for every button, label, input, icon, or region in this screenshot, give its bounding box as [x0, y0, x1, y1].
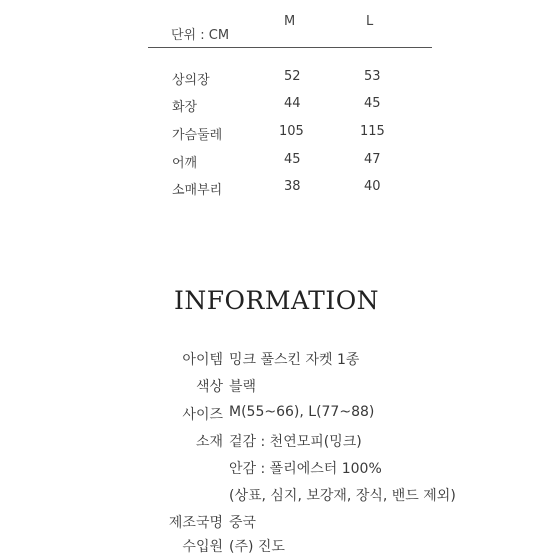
color-value: 블랙 [229, 379, 257, 395]
importer-label: 수입원 [182, 539, 223, 555]
row-label: 상의장 [172, 73, 210, 88]
unit-label: 단위 : CM [171, 28, 230, 43]
origin-label: 제조국명 [168, 515, 223, 531]
cell-m: 44 [284, 96, 301, 111]
cell-m: 38 [284, 179, 301, 194]
material-label: 소재 [195, 434, 223, 450]
cell-l: 115 [360, 124, 385, 139]
row-label: 어깨 [172, 156, 198, 171]
cell-l: 47 [364, 152, 381, 167]
material-note: (상표, 심지, 보강재, 장식, 밴드 제외) [229, 488, 456, 504]
cell-l: 40 [364, 179, 381, 194]
row-label: 소매부리 [172, 183, 223, 198]
cell-l: 53 [364, 69, 381, 84]
item-value: 밍크 풀스킨 자켓 1종 [229, 352, 360, 368]
cell-m: 45 [284, 152, 301, 167]
row-label: 화장 [172, 100, 198, 115]
row-label: 가슴둘레 [172, 128, 223, 143]
importer-value: (주) 진도 [229, 539, 285, 555]
material-outer: 겉감 : 천연모피(밍크) [229, 434, 362, 450]
column-header-m: M [284, 14, 296, 29]
cell-m: 52 [284, 69, 301, 84]
origin-value: 중국 [229, 515, 257, 531]
item-label: 아이템 [182, 352, 223, 368]
material-lining: 안감 : 폴리에스터 100% [229, 461, 382, 477]
column-header-l: L [366, 14, 374, 29]
cell-l: 45 [364, 96, 381, 111]
table-divider [148, 47, 432, 48]
size-label: 사이즈 [182, 407, 223, 423]
color-label: 색상 [195, 379, 223, 395]
cell-m: 105 [279, 124, 304, 139]
size-value: M(55~66), L(77~88) [229, 404, 375, 420]
information-title: INFORMATION [173, 286, 380, 315]
